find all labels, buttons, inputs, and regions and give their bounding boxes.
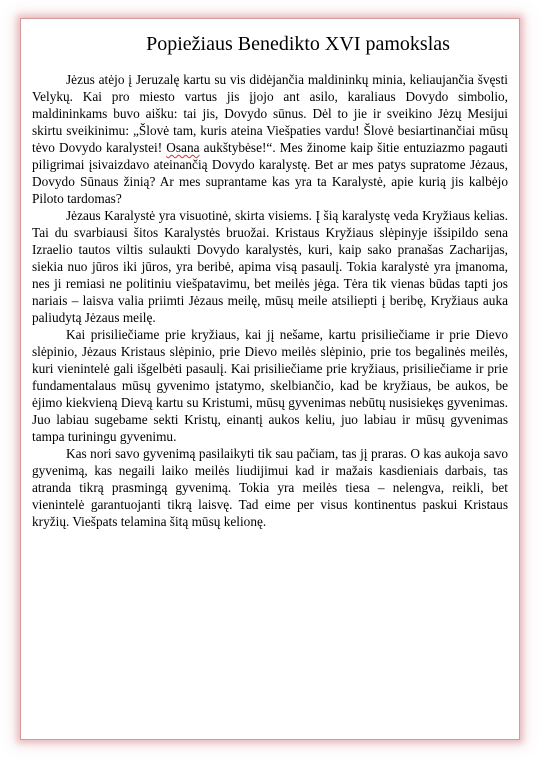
document-body (32, 71, 508, 530)
document-page (20, 18, 520, 740)
document-title: Popiežiaus Benedikto XVI pamokslas (146, 33, 450, 55)
paragraph-3: Kai prisiliečiame prie kryžiaus, kai jį nešame, kartu prisiliečiame ir prie Dievo slėpinio, Jėzaus Kristaus slėpinio, prie Dievo meilės slėpinio, prie tos begalinės meilės, kuri vienintelė gali išgelbėti pasaulį. Kai prisiliečiame prie kryžiaus, prisiliečiame ir prie fundamentalaus mūsų gyvenimo įstatymo, skelbiančio, kad be kryžiaus, be aukos, be ėjimo kiekvieną Dievą kartu su Kristumi, mūsų gyvenimas nebūtų nusisiekęs gyvenimas. Juo labiau sugebame sekti Kristų, einantį aukos keliu, juo labiau ir mūsų gyvenimas tampa turiningu gyvenimu. (32, 327, 508, 444)
spellcheck-flagged-word: Osana (166, 140, 200, 155)
paragraph-1-text-end: aukštybėse!“. Mes žinome kaip šitie entuziazmo pagauti piligrimai įsivaizdavo ateinančią Dovydo karalystę. Bet ar mes patys supratome Jėzaus, Dovydo Sūnaus žinią? Ar mes suprantame kas yra ta Karalystė, apie kurią jis kalbėjo Piloto tardomas? (32, 140, 509, 206)
paragraph-1-text-start: Jėzus atėjo į Jeruzalę kartu su vis didėjančia maldininkų minia, keliaujančia švęsti Velykų. Kai pro miesto vartus jis įjojo ant asilo, karaliaus Dovydo simbolio, maldininkams buvo aišku: tai jis, Dovydo sūnus. Dėl to jie ir sveikino Jėzų Mesijui skirtu sveikinimu: „Šlovė tam, kuris ateina Viešpaties vardu! Šlovė besiartinančiai mūsų tėvo Dovydo karalystei! (32, 72, 508, 155)
paragraph-4: Kas nori savo gyvenimą pasilaikyti tik sau pačiam, tas jį praras. O kas aukoja savo gyvenimą, kas negaili laiko meilės liudijimui kad ir mažais kasdieniais darbais, tas atranda tikrą prasmingą gyvenimą. Tokia yra meilės tiesa – nelengva, reikli, bet vienintelė garantuojanti tikrą laisvę. Tad eime per visus kontinentus paskui Kristaus kryžių. Viešpats telamina šitą mūsų kelionę. (32, 446, 508, 529)
paragraph-1 (32, 71, 508, 207)
paragraph-2: Jėzaus Karalystė yra visuotinė, skirta visiems. Į šią karalystę veda Kryžiaus kelias. Tai du svarbiausi šitos Karalystės bruožai. Kristaus Kryžiaus slėpinyje išsipildo sena Izraelio tautos viltis sulaukti Dovydo karalystės, kuri, kaip sako pranašas Zacharijas, siekia nuo jūros iki jūros, yra beribė, apima visą pasaulį. Tokia karalystė yra įmanoma, nes ji remiasi ne politiniu viešpatavimu, bet meilės jėga. Tėra tik vienas būdas tapti jos nariais – laisva valia priimti Jėzaus meilę, mūsų meile atsiliepti į beribę, Kryžiaus auka paliudytą Jėzaus meilę. (32, 208, 508, 325)
